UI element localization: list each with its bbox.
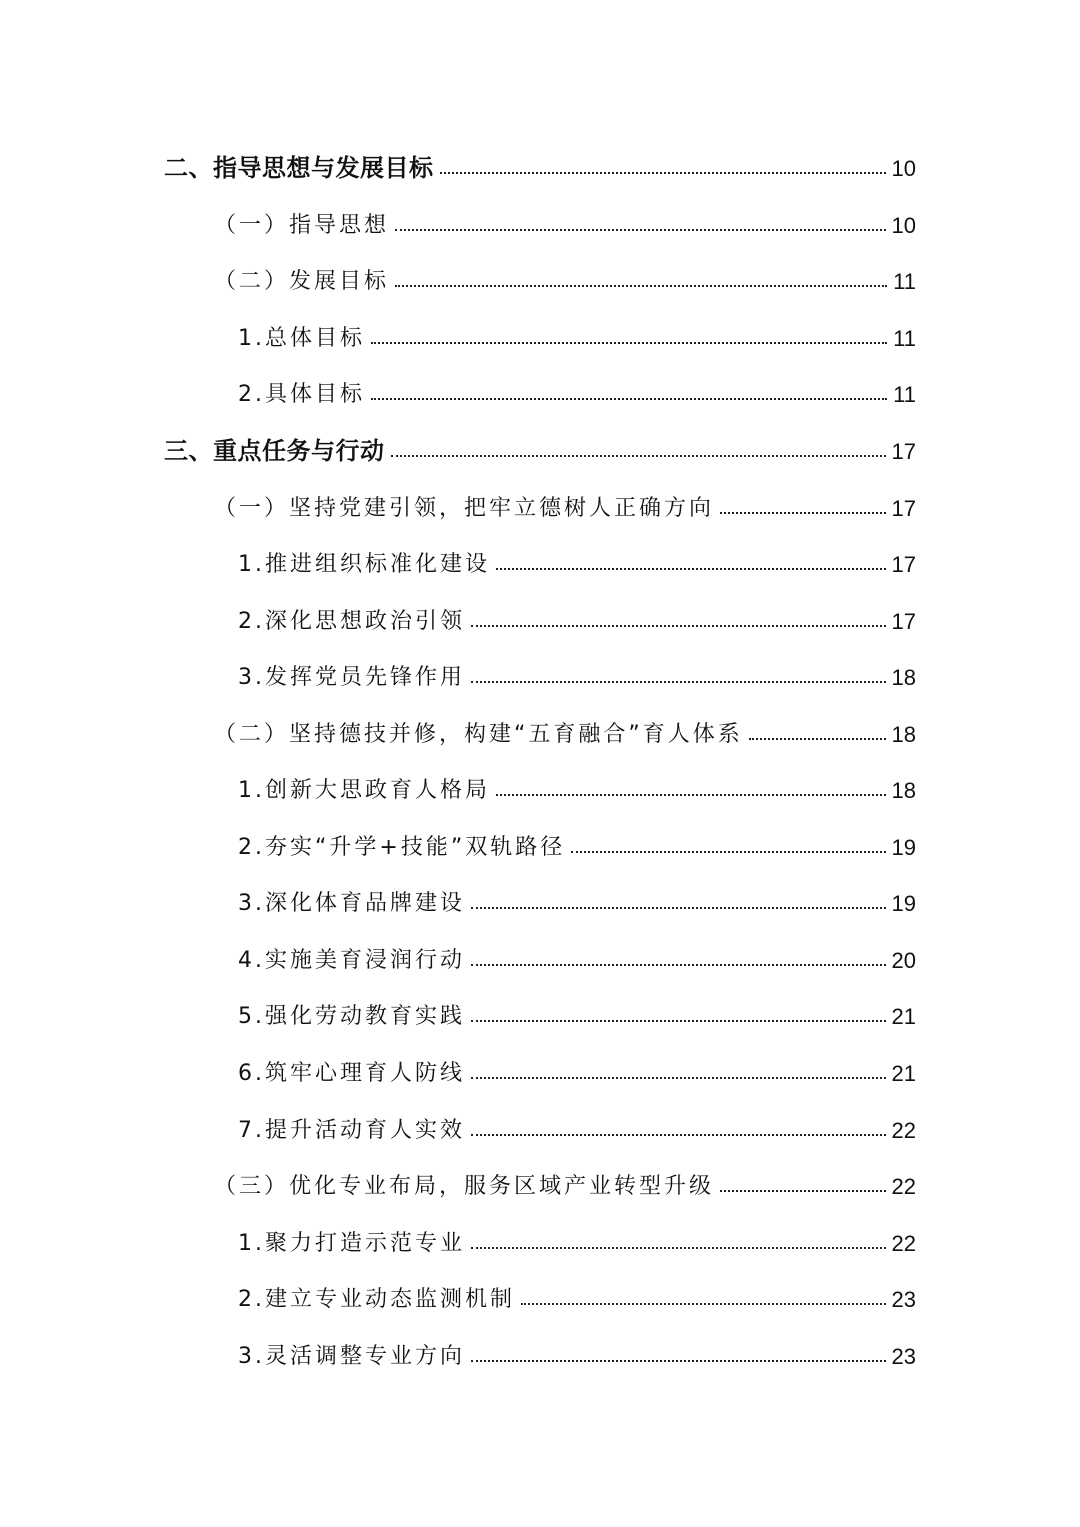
toc-entry[interactable] (238, 1045, 916, 1085)
toc-entry-page: 11 (893, 269, 916, 294)
dot-leader (471, 1247, 886, 1249)
toc-entry[interactable] (164, 423, 916, 463)
toc-entry-page: 10 (891, 156, 916, 181)
toc-entry-page: 10 (891, 213, 916, 238)
toc-entry[interactable] (238, 310, 916, 350)
dot-leader (471, 1077, 886, 1079)
toc-entry-page: 19 (891, 891, 916, 916)
dot-leader (471, 1360, 886, 1362)
toc-entry[interactable] (214, 253, 916, 293)
dot-leader (471, 625, 886, 627)
toc-entry-page: 17 (891, 552, 916, 577)
dot-leader (496, 568, 886, 570)
dot-leader (496, 794, 886, 796)
dot-leader (371, 398, 887, 400)
dot-leader (395, 229, 886, 231)
toc-entry-label: （三）优化专业布局，服务区域产业转型升级 (214, 1174, 715, 1199)
toc-entry-page: 23 (891, 1344, 916, 1369)
dot-leader (471, 1020, 886, 1022)
toc-entry-label: 1.推进组织标准化建设 (238, 552, 490, 577)
toc-entry[interactable] (238, 762, 916, 802)
toc-entry-page: 18 (891, 778, 916, 803)
toc-entry-label: 5.强化劳动教育实践 (238, 1004, 465, 1029)
toc-entry-page: 22 (891, 1174, 916, 1199)
toc-entry[interactable] (238, 593, 916, 633)
toc-entry[interactable] (238, 988, 916, 1028)
toc-entry[interactable] (238, 875, 916, 915)
toc-entry-label: （二）坚持德技并修，构建“五育融合”育人体系 (214, 722, 743, 747)
toc-entry[interactable] (238, 1328, 916, 1368)
toc-entry-page: 21 (891, 1061, 916, 1086)
dot-leader (395, 285, 887, 287)
dot-leader (471, 1134, 886, 1136)
dot-leader (440, 172, 886, 174)
toc-entry-page: 17 (891, 609, 916, 634)
toc-entry-page: 23 (891, 1287, 916, 1312)
toc-entry[interactable] (214, 1158, 916, 1198)
toc-entry-label: 三、重点任务与行动 (164, 437, 385, 465)
dot-leader (521, 1303, 886, 1305)
toc-entry-label: 3.深化体育品牌建设 (238, 891, 465, 916)
dot-leader (471, 681, 886, 683)
toc-entry-page: 19 (891, 835, 916, 860)
toc-entry-page: 21 (891, 1004, 916, 1029)
dot-leader (391, 455, 886, 457)
toc-entry-label: 2.夯实“升学+技能”双轨路径 (238, 835, 566, 860)
toc-entry-label: 二、指导思想与发展目标 (164, 154, 434, 182)
toc-entry[interactable] (164, 140, 916, 180)
toc-entry[interactable] (238, 536, 916, 576)
toc-entry-label: 4.实施美育浸润行动 (238, 948, 465, 973)
toc-entry[interactable] (214, 480, 916, 520)
dot-leader (720, 512, 886, 514)
toc-entry-label: （一）指导思想 (214, 213, 390, 238)
toc-entry-page: 18 (891, 722, 916, 747)
toc-entry-label: 3.灵活调整专业方向 (238, 1344, 465, 1369)
toc-entry-page: 22 (891, 1118, 916, 1143)
toc-entry[interactable] (214, 706, 916, 746)
toc-entry[interactable] (214, 197, 916, 237)
toc-entry-page: 22 (891, 1231, 916, 1256)
toc-entry-label: 1.总体目标 (238, 326, 365, 351)
toc-entry[interactable] (238, 366, 916, 406)
dot-leader (371, 342, 887, 344)
toc-entry-page: 18 (891, 665, 916, 690)
dot-leader (571, 851, 885, 853)
dot-leader (471, 964, 886, 966)
toc-entry-label: 1.聚力打造示范专业 (238, 1231, 465, 1256)
toc-entry[interactable] (238, 819, 916, 859)
toc-entry-label: 2.具体目标 (238, 382, 365, 407)
dot-leader (720, 1190, 886, 1192)
toc-entry-label: 7.提升活动育人实效 (238, 1118, 465, 1143)
toc-entry-label: 1.创新大思政育人格局 (238, 778, 490, 803)
toc-entry-page: 11 (893, 382, 916, 407)
toc-entry-page: 11 (893, 326, 916, 351)
toc-entry[interactable] (238, 1102, 916, 1142)
toc-entry[interactable] (238, 932, 916, 972)
toc-entry-page: 17 (891, 439, 916, 464)
toc-entry-label: （二）发展目标 (214, 269, 390, 294)
toc-entry-label: 2.建立专业动态监测机制 (238, 1287, 515, 1312)
toc-entry-label: 6.筑牢心理育人防线 (238, 1061, 465, 1086)
dot-leader (749, 738, 886, 740)
toc-entry[interactable] (238, 1271, 916, 1311)
toc-entry[interactable] (238, 649, 916, 689)
toc-entry[interactable] (238, 1215, 916, 1255)
toc-entry-label: （一）坚持党建引领，把牢立德树人正确方向 (214, 496, 715, 521)
dot-leader (471, 907, 886, 909)
toc-entry-label: 3.发挥党员先锋作用 (238, 665, 465, 690)
toc-entry-page: 17 (891, 496, 916, 521)
toc-entry-label: 2.深化思想政治引领 (238, 609, 465, 634)
toc-entry-page: 20 (891, 948, 916, 973)
